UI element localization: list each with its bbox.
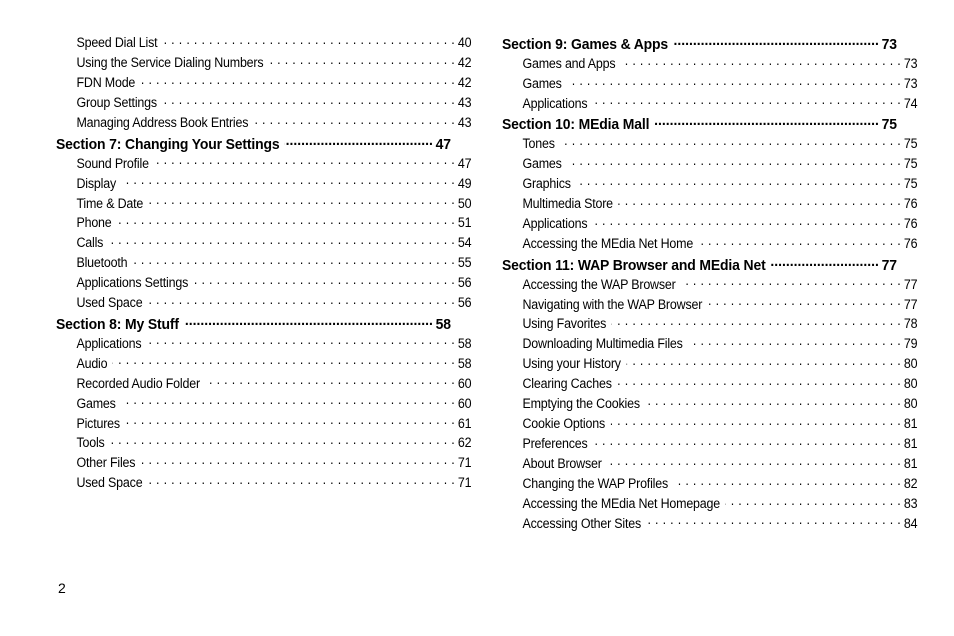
toc-entry-page: 77 (903, 296, 918, 312)
dot-leader (148, 294, 455, 307)
dot-leader (110, 434, 455, 447)
dot-leader (141, 74, 455, 87)
dot-leader (141, 454, 455, 467)
toc-entry[interactable] (56, 434, 471, 454)
toc-entry-title: Games (76, 395, 116, 411)
toc-entry-title: Games and Apps (522, 55, 616, 71)
toc-entry-title: Sound Profile (76, 155, 149, 171)
toc-entry-title: Accessing the MEdia Net Home (522, 236, 694, 252)
toc-entry-title: Bluetooth (76, 255, 128, 271)
toc-entry[interactable] (56, 334, 471, 354)
toc-right-column (502, 34, 918, 534)
toc-entry-page: 60 (457, 375, 472, 391)
toc-entry-title: Section 9: Games & Apps (502, 36, 669, 53)
toc-entry-page: 82 (903, 475, 918, 491)
toc-entry[interactable] (502, 315, 917, 335)
toc-entry-page: 76 (903, 216, 918, 232)
dot-leader (113, 354, 455, 367)
toc-entry-title: Games (522, 75, 562, 91)
dot-leader (607, 455, 901, 468)
toc-entry[interactable] (502, 475, 917, 495)
toc-entry[interactable] (502, 55, 917, 75)
dot-leader (674, 475, 901, 488)
toc-entry-title: Section 11: WAP Browser and MEdia Net (502, 256, 766, 274)
toc-entry-title: Speed Dial List (76, 35, 158, 51)
toc-entry-title: Calls (76, 235, 104, 251)
toc-entry[interactable] (56, 214, 471, 234)
toc-entry-title: Time & Date (76, 195, 144, 211)
toc-entry-title: Used Space (76, 295, 143, 311)
dot-leader (560, 135, 901, 148)
toc-entry-page: 78 (903, 316, 918, 332)
toc-entry-title: Applications Settings (76, 275, 189, 291)
dot-leader (674, 34, 879, 49)
toc-entry-title: Section 10: MEdia Mall (502, 116, 650, 134)
toc-entry-page: 76 (903, 196, 918, 212)
toc-entry[interactable] (56, 174, 471, 194)
toc-entry[interactable] (56, 94, 471, 114)
toc-entry-title: Group Settings (76, 95, 157, 111)
toc-entry-title: Clearing Caches (522, 376, 612, 392)
toc-entry-page: 62 (457, 435, 472, 451)
dot-leader (285, 134, 433, 149)
toc-entry-title: Audio (76, 355, 108, 371)
toc-entry-title: Applications (522, 95, 588, 111)
toc-entry-page: 74 (903, 95, 918, 111)
toc-entry-title: Graphics (522, 176, 571, 192)
toc-entry-page: 71 (457, 455, 472, 471)
toc-entry[interactable] (56, 414, 471, 434)
dot-leader (576, 175, 901, 188)
dot-leader (593, 435, 901, 448)
toc-entry-title: Emptying the Cookies (522, 396, 640, 412)
toc-entry-page: 80 (903, 376, 918, 392)
dot-leader (617, 375, 901, 388)
toc-entry-page: 73 (903, 55, 918, 71)
toc-entry-page: 58 (457, 355, 472, 371)
toc-entry-page: 42 (457, 75, 472, 91)
toc-entry-page: 49 (457, 175, 472, 191)
toc-entry-page: 55 (457, 255, 472, 271)
dot-leader (612, 315, 901, 328)
toc-section-heading[interactable] (56, 134, 451, 155)
toc-entry[interactable] (502, 275, 917, 295)
toc-entry-title: Section 7: Changing Your Settings (56, 135, 280, 153)
toc-entry[interactable] (56, 294, 471, 314)
toc-entry-title: Cookie Options (522, 416, 606, 432)
dot-leader (184, 314, 432, 329)
dot-leader (567, 155, 901, 168)
dot-leader (626, 355, 901, 368)
toc-entry-page: 81 (903, 456, 918, 472)
toc-entry-page: 43 (457, 115, 472, 131)
dot-leader (154, 154, 455, 167)
toc-entry-page: 56 (457, 275, 472, 291)
toc-entry[interactable] (56, 34, 471, 54)
toc-entry-page: 58 (457, 335, 472, 351)
toc-entry[interactable] (56, 74, 471, 94)
toc-entry-title: Tones (522, 136, 555, 152)
toc-entry-title: Accessing the WAP Browser (522, 276, 676, 292)
toc-entry-title: Using the Service Dialing Numbers (76, 55, 264, 71)
toc-entry-page: 77 (881, 256, 897, 274)
toc-entry-title: Games (522, 156, 562, 172)
toc-entry-page: 75 (903, 136, 918, 152)
page-number: 2 (58, 580, 66, 596)
dot-leader (148, 474, 455, 487)
toc-section-heading[interactable] (502, 114, 897, 135)
toc-entry-title: Pictures (76, 415, 120, 431)
toc-entry[interactable] (502, 395, 917, 415)
dot-leader (681, 275, 901, 288)
dot-leader (708, 295, 901, 308)
toc-entry-page: 61 (457, 415, 472, 431)
toc-entry-page: 54 (457, 235, 472, 251)
dot-leader (593, 94, 901, 107)
toc-entry-page: 84 (903, 515, 918, 531)
toc-entry-page: 75 (903, 176, 918, 192)
dot-leader (655, 114, 879, 129)
toc-entry[interactable] (56, 154, 471, 174)
toc-entry[interactable] (502, 495, 917, 515)
dot-leader (647, 514, 901, 527)
dot-leader (619, 195, 902, 208)
toc-entry[interactable] (502, 435, 917, 455)
toc-entry-page: 40 (457, 35, 472, 51)
toc-entry[interactable] (56, 354, 471, 374)
toc-entry-title: Preferences (522, 436, 588, 452)
dot-leader (206, 374, 456, 387)
toc-entry[interactable] (502, 335, 917, 355)
toc-entry[interactable] (56, 274, 471, 294)
toc-left-column (56, 34, 472, 494)
toc-entry-page: 81 (903, 436, 918, 452)
toc-entry[interactable] (502, 215, 917, 235)
toc-entry-page: 71 (457, 475, 472, 491)
toc-entry-page: 47 (435, 135, 451, 153)
dot-leader (771, 255, 879, 270)
toc-entry-title: Using Favorites (522, 316, 607, 332)
dot-leader (699, 235, 901, 248)
toc-entry-page: 43 (457, 95, 472, 111)
toc-entry[interactable] (56, 394, 471, 414)
toc-entry-title: Accessing the MEdia Net Homepage (522, 495, 721, 511)
toc-entry-page: 58 (435, 315, 451, 333)
toc-entry-title: Applications (76, 335, 142, 351)
toc-entry-page: 42 (457, 55, 472, 71)
dot-leader (126, 414, 456, 427)
toc-entry[interactable] (502, 355, 917, 375)
toc-entry-page: 56 (457, 295, 472, 311)
toc-entry-page: 79 (903, 336, 918, 352)
toc-entry-title: Accessing Other Sites (522, 515, 642, 531)
toc-entry-title: Phone (76, 215, 112, 231)
toc-entry-title: Tools (76, 435, 105, 451)
toc-entry-title: Applications (522, 216, 588, 232)
dot-leader (109, 234, 455, 247)
dot-leader (611, 415, 901, 428)
toc-section-heading[interactable] (56, 314, 451, 335)
toc-entry[interactable] (502, 155, 917, 175)
toc-entry-title: Changing the WAP Profiles (522, 475, 669, 491)
dot-leader (121, 394, 455, 407)
dot-leader (593, 215, 901, 228)
toc-entry[interactable] (56, 374, 471, 394)
toc-section-heading[interactable] (502, 34, 897, 55)
toc-entry[interactable] (502, 94, 917, 114)
toc-entry-page: 80 (903, 356, 918, 372)
toc-entry[interactable] (56, 474, 471, 494)
toc-entry-page: 83 (903, 495, 918, 511)
toc-entry[interactable] (502, 75, 917, 95)
dot-leader (726, 495, 901, 508)
toc-entry-page: 77 (903, 276, 918, 292)
dot-leader (133, 254, 455, 267)
toc-entry-page: 60 (457, 395, 472, 411)
toc-entry-title: Section 8: My Stuff (56, 315, 179, 333)
dot-leader (645, 395, 901, 408)
toc-entry-page: 75 (903, 156, 918, 172)
toc-entry[interactable] (56, 454, 471, 474)
toc-entry-title: Navigating with the WAP Browser (522, 296, 703, 312)
toc-entry-title: Used Space (76, 475, 143, 491)
toc-entry[interactable] (56, 114, 471, 134)
toc-entry-title: Using your History (522, 356, 621, 372)
dot-leader (621, 55, 901, 68)
dot-leader (122, 174, 456, 187)
toc-entry-page: 73 (881, 36, 897, 53)
toc-entry-page: 51 (457, 215, 472, 231)
toc-entry[interactable] (502, 375, 917, 395)
dot-leader (163, 94, 456, 107)
toc-entry-page: 75 (881, 116, 897, 134)
toc-entry-title: Downloading Multimedia Files (522, 336, 683, 352)
dot-leader (147, 334, 455, 347)
toc-entry[interactable] (56, 234, 471, 254)
toc-entry[interactable] (56, 254, 471, 274)
toc-entry[interactable] (502, 135, 917, 155)
toc-entry-title: Display (76, 175, 116, 191)
dot-leader (567, 75, 901, 88)
dot-leader (254, 114, 455, 127)
dot-leader (269, 54, 455, 67)
toc-entry[interactable] (502, 415, 917, 435)
dot-leader (149, 194, 455, 207)
toc-entry-title: Recorded Audio Folder (76, 375, 200, 391)
toc-entry-title: FDN Mode (76, 75, 136, 91)
toc-section-heading[interactable] (502, 255, 897, 276)
toc-entry-page: 81 (903, 416, 918, 432)
toc-entry[interactable] (502, 175, 917, 195)
toc-entry-page: 47 (457, 155, 472, 171)
toc-entry[interactable] (502, 235, 917, 255)
toc-entry-title: Multimedia Store (522, 196, 613, 212)
toc-entry-page: 76 (903, 236, 918, 252)
toc-entry[interactable] (502, 455, 917, 475)
toc-entry-title: Other Files (76, 455, 136, 471)
toc-entry[interactable] (502, 195, 917, 215)
toc-entry[interactable] (56, 54, 471, 74)
toc-entry[interactable] (502, 295, 917, 315)
toc-entry[interactable] (56, 194, 471, 214)
dot-leader (194, 274, 455, 287)
dot-leader (163, 34, 455, 47)
dot-leader (688, 335, 901, 348)
toc-entry-page: 50 (457, 195, 472, 211)
toc-entry[interactable] (502, 514, 917, 534)
dot-leader (117, 214, 455, 227)
toc-entry-title: Managing Address Book Entries (76, 115, 249, 131)
toc-entry-page: 73 (903, 75, 918, 91)
toc-entry-page: 80 (903, 396, 918, 412)
toc-entry-title: About Browser (522, 456, 602, 472)
